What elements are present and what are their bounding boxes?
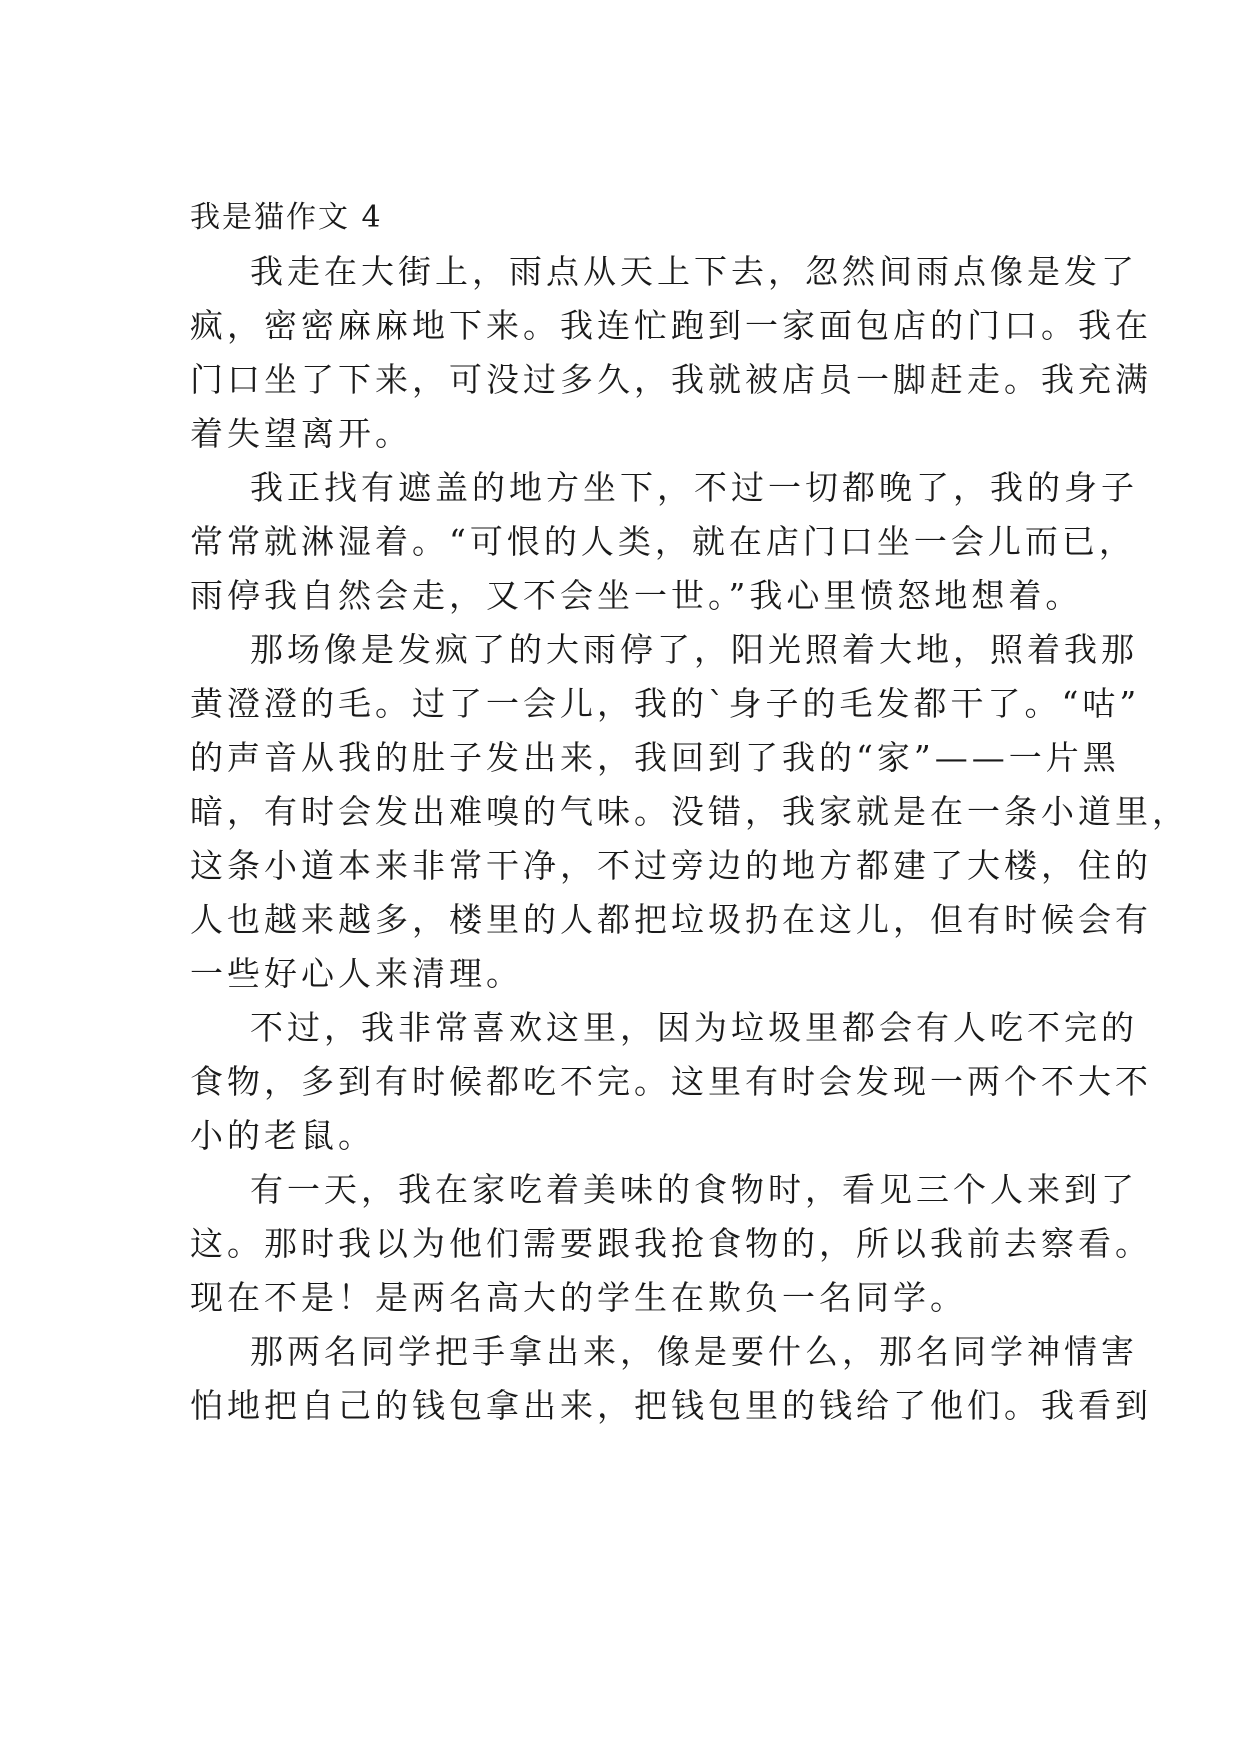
paragraph-line: 现在不是！是两名高大的学生在欺负一名同学。 <box>190 1278 967 1317</box>
paragraph-line: 人也越来越多，楼里的人都把垃圾扔在这儿，但有时候会有 <box>190 900 1152 939</box>
paragraph-line: 我走在大街上，雨点从天上下去，忽然间雨点像是发了 <box>250 252 1138 291</box>
paragraph-line: 黄澄澄的毛。过了一会儿，我的`身子的毛发都干了。“咕” <box>190 684 1141 723</box>
paragraph-line: 着失望离开。 <box>190 414 412 453</box>
paragraph-line: 怕地把自己的钱包拿出来，把钱包里的钱给了他们。我看到 <box>190 1386 1152 1425</box>
paragraph-line: 雨停我自然会走，又不会坐一世。”我心里愤怒地想着。 <box>190 576 1083 615</box>
paragraph-line: 常常就淋湿着。“可恨的人类，就在店门口坐一会儿而已， <box>190 522 1136 561</box>
paragraph-line: 暗，有时会发出难嗅的气味。没错，我家就是在一条小道里， <box>190 792 1189 831</box>
paragraph-line: 的声音从我的肚子发出来，我回到了我的“家”——一片黑 <box>190 738 1120 777</box>
paragraph-line: 那场像是发疯了的大雨停了，阳光照着大地，照着我那 <box>250 630 1138 669</box>
paragraph-line: 门口坐了下来，可没过多久，我就被店员一脚赶走。我充满 <box>190 360 1152 399</box>
paragraph-line: 这条小道本来非常干净，不过旁边的地方都建了大楼，住的 <box>190 846 1152 885</box>
paragraph-line: 我正找有遮盖的地方坐下，不过一切都晚了，我的身子 <box>250 468 1138 507</box>
paragraph-line: 一些好心人来清理。 <box>190 954 523 993</box>
paragraph-line: 不过，我非常喜欢这里，因为垃圾里都会有人吃不完的 <box>250 1008 1138 1047</box>
paragraph-line: 食物，多到有时候都吃不完。这里有时会发现一两个不大不 <box>190 1062 1152 1101</box>
paragraph-line: 那两名同学把手拿出来，像是要什么，那名同学神情害 <box>250 1332 1138 1371</box>
paragraph-line: 疯，密密麻麻地下来。我连忙跑到一家面包店的门口。我在 <box>190 306 1152 345</box>
paragraph-line: 有一天，我在家吃着美味的食物时，看见三个人来到了 <box>250 1170 1138 1209</box>
essay-title: 我是猫作文 4 <box>190 200 383 235</box>
paragraph-line: 这。那时我以为他们需要跟我抢食物的，所以我前去察看。 <box>190 1224 1152 1263</box>
paragraph-line: 小的老鼠。 <box>190 1116 375 1155</box>
